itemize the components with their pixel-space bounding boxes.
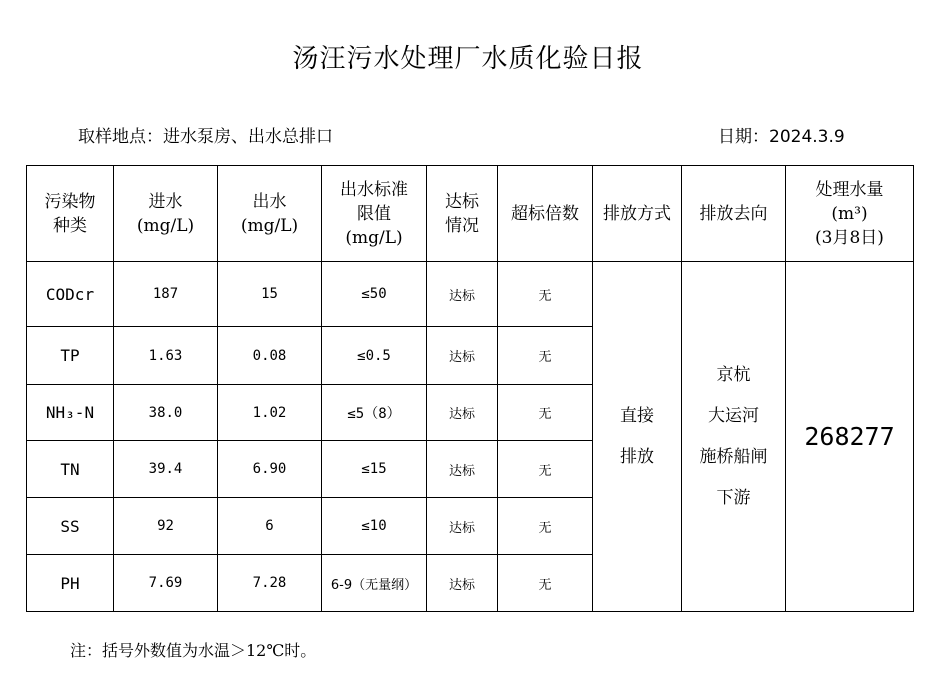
influent-value: 39.4 [114,441,218,498]
header-exceed: 超标倍数 [498,166,593,262]
header-pollutant: 污染物 种类 [27,166,114,262]
report-date: 日期：2024.3.9 [718,127,845,147]
discharge-direction: 京杭 大运河 施桥船闸 下游 [682,262,786,612]
exceed-multiple: 无 [498,385,593,441]
header-limit: 出水标准 限值 (mg/L) [322,166,427,262]
header-discharge-method: 排放方式 [593,166,682,262]
header-influent: 进水 (mg/L) [114,166,218,262]
compliance-status: 达标 [427,385,498,441]
exceed-multiple: 无 [498,327,593,385]
influent-value: 7.69 [114,555,218,612]
influent-value: 1.63 [114,327,218,385]
limit-value: ≤0.5 [322,327,427,385]
discharge-method: 直接 排放 [593,262,682,612]
effluent-value: 1.02 [218,385,322,441]
exceed-multiple: 无 [498,262,593,327]
influent-value: 187 [114,262,218,327]
compliance-status: 达标 [427,327,498,385]
limit-value: ≤15 [322,441,427,498]
effluent-value: 7.28 [218,555,322,612]
exceed-multiple: 无 [498,498,593,555]
limit-value: 6-9（无量纲） [322,555,427,612]
pollutant-name: PH [27,555,114,612]
water-quality-table [26,165,914,612]
influent-value: 92 [114,498,218,555]
pollutant-name: TN [27,441,114,498]
limit-value: ≤10 [322,498,427,555]
effluent-value: 6 [218,498,322,555]
table-row [27,262,914,327]
effluent-value: 6.90 [218,441,322,498]
exceed-multiple: 无 [498,555,593,612]
footnote: 注：括号外数值为水温＞12℃时。 [70,641,317,660]
compliance-status: 达标 [427,555,498,612]
header-compliance: 达标 情况 [427,166,498,262]
report-title: 汤汪污水处理厂水质化验日报 [292,44,644,74]
limit-value: ≤50 [322,262,427,327]
treated-volume: 268277 [786,262,914,612]
header-row [27,166,914,262]
pollutant-name: TP [27,327,114,385]
limit-value: ≤5（8） [322,385,427,441]
header-discharge-direction: 排放去向 [682,166,786,262]
compliance-status: 达标 [427,262,498,327]
pollutant-name: NH₃-N [27,385,114,441]
header-volume: 处理水量 (m³) (3月8日) [786,166,914,262]
sampling-location: 取样地点：进水泵房、出水总排口 [78,127,333,147]
header-effluent: 出水 (mg/L) [218,166,322,262]
pollutant-name: CODcr [27,262,114,327]
pollutant-name: SS [27,498,114,555]
effluent-value: 15 [218,262,322,327]
exceed-multiple: 无 [498,441,593,498]
effluent-value: 0.08 [218,327,322,385]
compliance-status: 达标 [427,441,498,498]
compliance-status: 达标 [427,498,498,555]
influent-value: 38.0 [114,385,218,441]
